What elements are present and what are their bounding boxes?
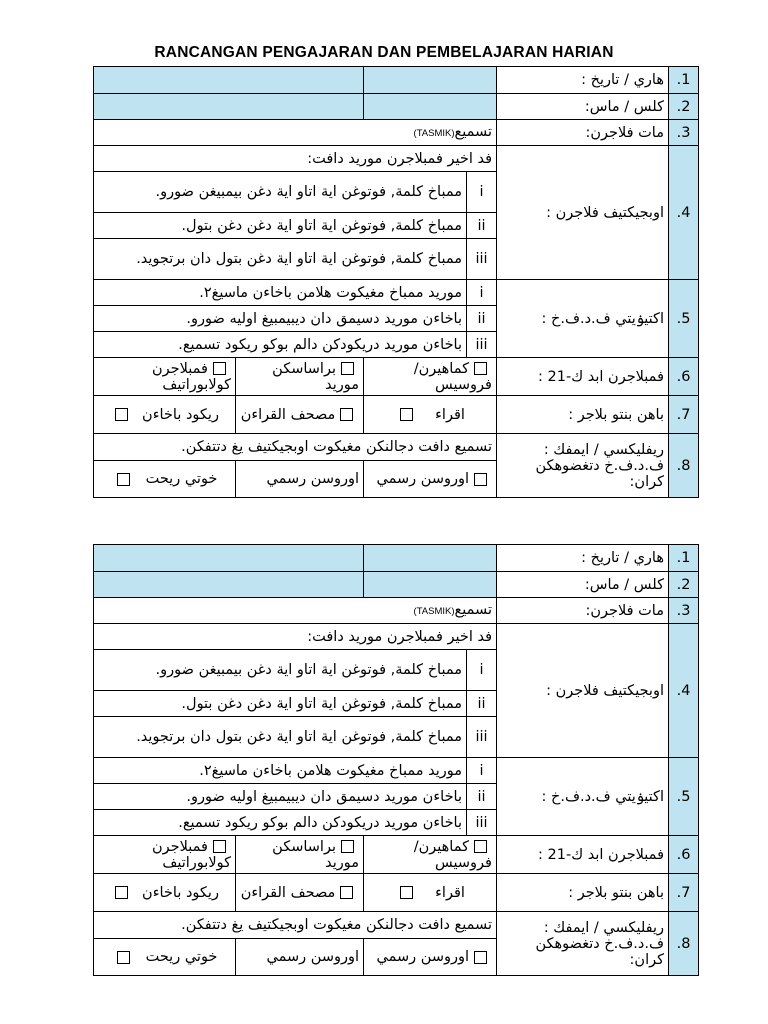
objektif-item: ممباخ كلمة, فوتوغن اية اتاو اية دغن بتول دان برتجويد. [94, 239, 467, 280]
row-number: 1. [669, 545, 699, 572]
checkbox[interactable] [341, 362, 354, 375]
row-number: 4. [669, 624, 699, 758]
kelas-masa-field-1[interactable] [364, 572, 497, 598]
row-number: 6. [669, 836, 699, 874]
label-objektif: اوبجيكتيف فلاجرن : [497, 146, 669, 280]
mata-pelajaran-text: تسميع [454, 601, 492, 618]
lesson-plan-table-1 [93, 66, 699, 498]
sub-number: i [467, 758, 497, 784]
lesson-plan-table-2 [93, 544, 699, 976]
mata-pelajaran-text: تسميع [454, 123, 492, 140]
option-rekod-bacaan[interactable]: ريكود باخاءن [94, 396, 236, 434]
mata-pelajaran-value [94, 120, 497, 146]
row-number: 5. [669, 758, 699, 836]
hari-tarikh-field-2[interactable] [94, 67, 364, 94]
label-hari-tarikh: هاري / تاريخ : [497, 67, 669, 94]
mata-pelajaran-latin: (TASMIK) [413, 127, 455, 139]
label-kelas-masa: كلس / ماس: [497, 572, 669, 598]
option-berasaskan-murid[interactable]: براساسكن موريد [236, 836, 364, 874]
row-number: 8. [669, 912, 699, 976]
label-refleksi: ريفليكسي / ايمفك : ف.د.ف.خ دتغضوهكن كران: [497, 434, 669, 498]
sub-number: i [467, 650, 497, 691]
kelas-masa-field-1[interactable] [364, 94, 497, 120]
objektif-item: ممباخ كلمة, فوتوغن اية اتاو اية دغن بيمبيغن ضورو. [94, 650, 467, 691]
objektif-item: ممباخ كلمة, فوتوغن اية اتاو اية دغن بتول دان برتجويد. [94, 717, 467, 758]
row-number: 2. [669, 94, 699, 120]
sub-number: iii [467, 332, 497, 358]
checkbox[interactable] [115, 408, 128, 421]
option-cuti-rehat[interactable]: خوتي ريحت [94, 939, 236, 976]
checkbox[interactable] [400, 886, 413, 899]
checkbox[interactable] [474, 840, 487, 853]
option-iqra[interactable]: اقراء [364, 396, 497, 434]
label-aktiviti: اكتيۏيتي ف.د.ف.خ : [497, 758, 669, 836]
label-abad-21: فمبلاجرن ابد ك-21 : [497, 358, 669, 396]
option-mushaf[interactable]: مصحف القراءن [236, 396, 364, 434]
row-number: 7. [669, 396, 699, 434]
label-aktiviti: اكتيۏيتي ف.د.ف.خ : [497, 280, 669, 358]
option-kolaboratif[interactable]: فمبلاجرن كولابوراتيف [94, 836, 236, 874]
label-bahan-bantu: باهن بنتو بلاجر : [497, 874, 669, 912]
sub-number: ii [467, 306, 497, 332]
hari-tarikh-field-1[interactable] [364, 67, 497, 94]
sub-number: iii [467, 717, 497, 758]
checkbox[interactable] [400, 408, 413, 421]
objektif-item: ممباخ كلمة, فوتوغن اية اتاو اية دغن دغن بتول. [94, 213, 467, 239]
objektif-item: ممباخ كلمة, فوتوغن اية اتاو اية دغن بيمبيغن ضورو. [94, 172, 467, 213]
row-number: 1. [669, 67, 699, 94]
sub-number: i [467, 172, 497, 213]
mata-pelajaran-value [94, 598, 497, 624]
checkbox[interactable] [474, 951, 487, 964]
row-number: 4. [669, 146, 699, 280]
checkbox[interactable] [115, 886, 128, 899]
kelas-masa-field-2[interactable] [94, 572, 364, 598]
sub-number: ii [467, 691, 497, 717]
aktiviti-item: موريد ممباخ مغيكوت هلامن باخاءن ماسيغ٢. [94, 280, 467, 306]
aktiviti-item: باخاءن موريد دسيمق دان ديبيمبيغ اوليه ضورو. [94, 784, 467, 810]
label-refleksi: ريفليكسي / ايمفك : ف.د.ف.خ دتغضوهكن كران: [497, 912, 669, 976]
checkbox[interactable] [340, 886, 353, 899]
row-number: 8. [669, 434, 699, 498]
option-cuti-rehat[interactable]: خوتي ريحت [94, 461, 236, 498]
label-kelas-masa: كلس / ماس: [497, 94, 669, 120]
option-iqra[interactable]: اقراء [364, 874, 497, 912]
option-rekod-bacaan[interactable]: ريكود باخاءن [94, 874, 236, 912]
label-bahan-bantu: باهن بنتو بلاجر : [497, 396, 669, 434]
checkbox[interactable] [117, 951, 130, 964]
checkbox[interactable] [474, 473, 487, 486]
option-kemahiran-proses[interactable]: كماهيرن/ فروسيس [364, 358, 497, 396]
label-mata-pelajaran: مات فلاجرن: [497, 598, 669, 624]
checkbox[interactable] [340, 408, 353, 421]
row-number: 7. [669, 874, 699, 912]
option-urusan-rasmi-2[interactable]: اوروسن رسمي [236, 461, 364, 498]
kelas-masa-field-2[interactable] [94, 94, 364, 120]
row-number: 2. [669, 572, 699, 598]
sub-number: iii [467, 239, 497, 280]
option-urusan-rasmi-1[interactable]: اوروسن رسمي [364, 939, 497, 976]
sub-number: ii [467, 213, 497, 239]
option-mushaf[interactable]: مصحف القراءن [236, 874, 364, 912]
checkbox[interactable] [213, 362, 226, 375]
objektif-item: ممباخ كلمة, فوتوغن اية اتاو اية دغن دغن بتول. [94, 691, 467, 717]
mata-pelajaran-latin: (TASMIK) [413, 605, 455, 617]
sub-number: i [467, 280, 497, 306]
label-objektif: اوبجيكتيف فلاجرن : [497, 624, 669, 758]
objektif-intro: فد اخير فمبلاجرن موريد دافت: [94, 146, 497, 172]
refleksi-text: تسميع دافت دجالنكن مغيكوت اوبجيكتيف يغ دتتفكن. [94, 434, 497, 461]
option-urusan-rasmi-2[interactable]: اوروسن رسمي [236, 939, 364, 976]
label-abad-21: فمبلاجرن ابد ك-21 : [497, 836, 669, 874]
checkbox[interactable] [213, 840, 226, 853]
row-number: 6. [669, 358, 699, 396]
hari-tarikh-field-1[interactable] [364, 545, 497, 572]
option-berasaskan-murid[interactable]: براساسكن موريد [236, 358, 364, 396]
aktiviti-item: باخاءن موريد دريكودكن دالم بوكو ريكود تسميع. [94, 332, 467, 358]
option-kemahiran-proses[interactable]: كماهيرن/ فروسيس [364, 836, 497, 874]
checkbox[interactable] [474, 362, 487, 375]
label-hari-tarikh: هاري / تاريخ : [497, 545, 669, 572]
checkbox[interactable] [341, 840, 354, 853]
label-mata-pelajaran: مات فلاجرن: [497, 120, 669, 146]
objektif-intro: فد اخير فمبلاجرن موريد دافت: [94, 624, 497, 650]
option-kolaboratif[interactable]: فمبلاجرن كولابوراتيف [94, 358, 236, 396]
sub-number: ii [467, 784, 497, 810]
option-urusan-rasmi-1[interactable]: اوروسن رسمي [364, 461, 497, 498]
aktiviti-item: باخاءن موريد دريكودكن دالم بوكو ريكود تسميع. [94, 810, 467, 836]
refleksi-text: تسميع دافت دجالنكن مغيكوت اوبجيكتيف يغ دتتفكن. [94, 912, 497, 939]
row-number: 3. [669, 120, 699, 146]
document-title: RANCANGAN PENGAJARAN DAN PEMBELAJARAN HARIAN [154, 44, 614, 61]
row-number: 3. [669, 598, 699, 624]
row-number: 5. [669, 280, 699, 358]
checkbox[interactable] [117, 473, 130, 486]
sub-number: iii [467, 810, 497, 836]
aktiviti-item: باخاءن موريد دسيمق دان ديبيمبيغ اوليه ضورو. [94, 306, 467, 332]
aktiviti-item: موريد ممباخ مغيكوت هلامن باخاءن ماسيغ٢. [94, 758, 467, 784]
hari-tarikh-field-2[interactable] [94, 545, 364, 572]
